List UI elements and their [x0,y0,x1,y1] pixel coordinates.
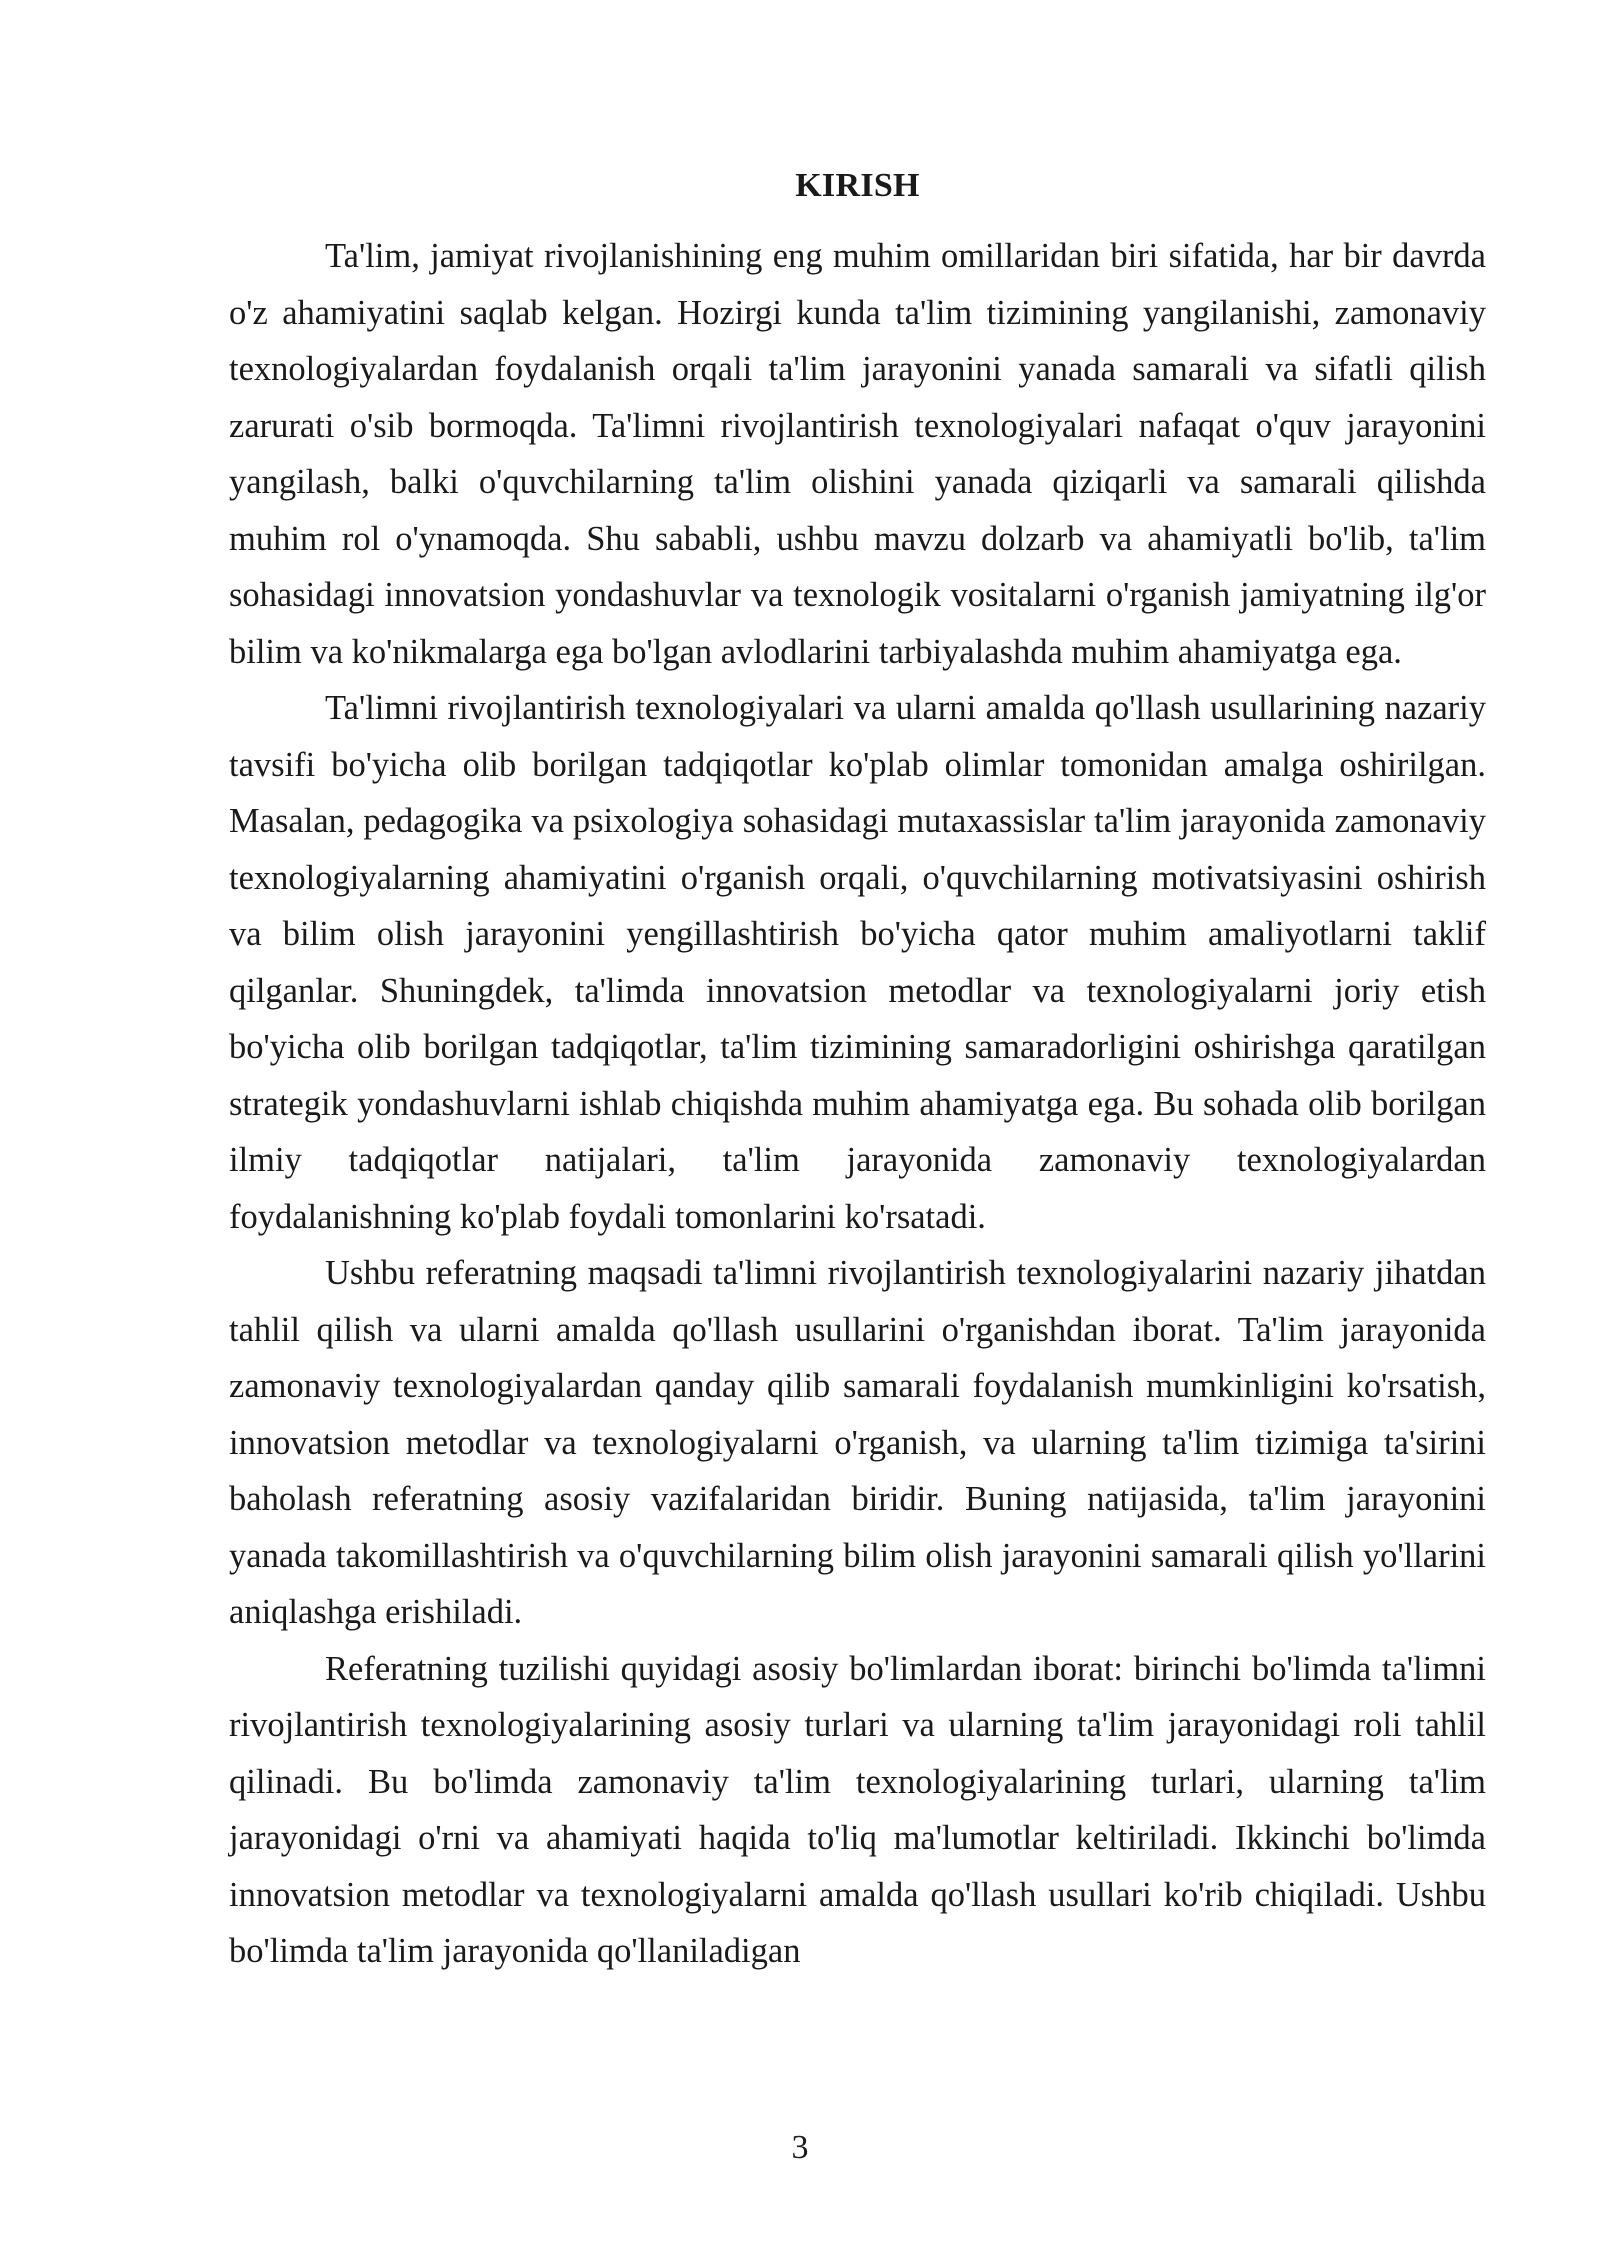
section-heading: KIRISH [795,167,920,204]
page-number: 3 [791,2129,809,2166]
paragraph-4: Referatning tuzilishi quyidagi asosiy bo'limlardan iborat: birinchi bo'limda ta'limni rivojlantirish texnologiyalarining asosiy turlari va ularning ta'lim jarayonidagi roli tahlil qilinadi. Bu bo'limda zamonaviy ta'lim texnologiyalarining turlari, ularning ta'lim jarayonidagi o'rni va ahamiyati haqida to'liq ma'lumotlar keltiriladi. Ikkinchi bo'limda innovatsion metodlar va texnologiyalarni amalda qo'llash usullari ko'rib chiqiladi. Ushbu bo'limda ta'lim jarayonida qo'llaniladigan [229,1649,1486,1970]
page-body [229,158,1486,1980]
paragraph-2: Ta'limni rivojlantirish texnologiyalari va ularni amalda qo'llash usullarining nazariy tavsifi bo'yicha olib borilgan tadqiqotlar ko'plab olimlar tomonidan amalga oshirilgan. Masalan, pedagogika va psixologiya sohasidagi mutaxassislar ta'lim jarayonida zamonaviy texnologiyalarning ahamiyatini o'rganish orqali, o'quvchilarning motivatsiyasini oshirish va bilim olish jarayonini yengillashtirish bo'yicha qator muhim amaliyotlarni taklif qilganlar. Shuningdek, ta'limda innovatsion metodlar va texnologiyalarni joriy etish bo'yicha olib borilgan tadqiqotlar, ta'lim tizimining samaradorligini oshirishga qaratilgan strategik yondashuvlarni ishlab chiqishda muhim ahamiyatga ega. Bu sohada olib borilgan ilmiy tadqiqotlar natijalari, ta'lim jarayonida zamonaviy texnologiyalardan foydalanishning ko'plab foydali tomonlarini ko'rsatadi. [229,689,1486,1236]
paragraph-1: Ta'lim, jamiyat rivojlanishining eng muhim omillaridan biri sifatida, har bir davrda o'z ahamiyatini saqlab kelgan. Hozirgi kunda ta'lim tizimining yangilanishi, zamonaviy texnologiyalardan foydalanish orqali ta'lim jarayonini yanada samarali va sifatli qilish zarurati o'sib bormoqda. Ta'limni rivojlantirish texnologiyalari nafaqat o'quv jarayonini yangilash, balki o'quvchilarning ta'lim olishini yanada qiziqarli va samarali qilishda muhim rol o'ynamoqda. Shu sababli, ushbu mavzu dolzarb va ahamiyatli bo'lib, ta'lim sohasidagi innovatsion yondashuvlar va texnologik vositalarni o'rganish jamiyatning ilg'or bilim va ko'nikmalarga ega bo'lgan avlodlarini tarbiyalashda muhim ahamiyatga ega. [229,237,1486,671]
paragraph-3: Ushbu referatning maqsadi ta'limni rivojlantirish texnologiyalarini nazariy jihatdan tahlil qilish va ularni amalda qo'llash usullarini o'rganishdan iborat. Ta'lim jarayonida zamonaviy texnologiyalardan qanday qilib samarali foydalanish mumkinligini ko'rsatish, innovatsion metodlar va texnologiyalarni o'rganish, va ularning ta'lim tizimiga ta'sirini baholash referatning asosiy vazifalaridan biridir. Buning natijasida, ta'lim jarayonini yanada takomillashtirish va o'quvchilarning bilim olish jarayonini samarali qilish yo'llarini aniqlashga erishiladi. [229,1254,1486,1631]
